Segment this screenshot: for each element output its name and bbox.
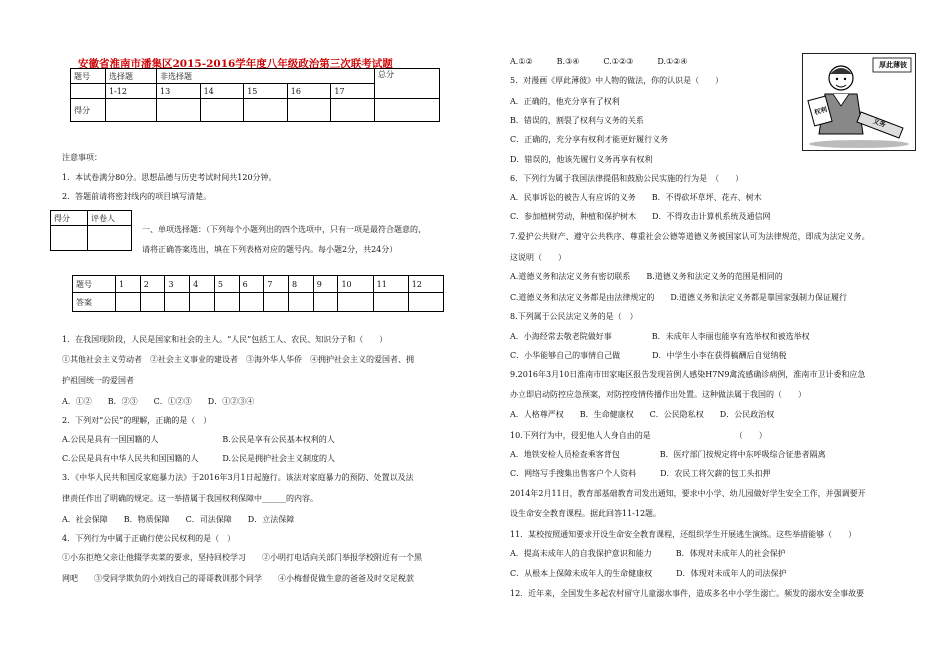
answer-num: 8 xyxy=(289,276,314,293)
right-line: 8.下列属于公民法定义务的是（ ） xyxy=(510,312,638,321)
grader-defen: 得分 xyxy=(51,211,88,226)
score-cell[interactable] xyxy=(331,99,375,122)
right-line: C．小华能够自己的事情自己做 D．中学生小李在获得稿酬后自觉纳税 xyxy=(510,351,787,360)
right-line: 办立即启动防控应急预案，对防控疫情传播作出处置。这种做法属于我国的（ ） xyxy=(510,390,806,399)
right-line: A．小海经常去敬老院做好事 B．未成年人李丽也能享有选举权和被选举权 xyxy=(510,332,810,341)
score-col-6: 17 xyxy=(331,84,375,99)
answer-num: 10 xyxy=(338,276,373,293)
score-col-2: 13 xyxy=(157,84,201,99)
answer-cell[interactable] xyxy=(165,293,190,312)
left-line: 2．下列对“公民”的理解，正确的是（ ） xyxy=(62,416,212,425)
left-column xyxy=(54,0,472,658)
score-h-feixuanze: 非选择题 xyxy=(157,69,375,84)
left-line: 3．《中华人民共和国反家庭暴力法》于2016年3月1日起施行。该法对家庭暴力的预防、处置以及法 xyxy=(62,473,414,482)
answer-h-daan: 答案 xyxy=(73,293,116,312)
right-line: 10.下列行为中，侵犯他人人身自由的是 （ ） xyxy=(510,431,767,440)
left-line: ①小东拒绝父亲让他辍学卖菜的要求，坚持回校学习 ②小明打电话向关部门举报学校附近有一个黑 xyxy=(62,553,422,562)
answer-cell[interactable] xyxy=(264,293,289,312)
right-line: A．正确的，他充分享有了权利 xyxy=(510,97,620,106)
grader-cell[interactable] xyxy=(88,226,132,251)
answer-num: 7 xyxy=(264,276,289,293)
left-line: A.公民是具有一国国籍的人 B.公民是享有公民基本权利的人 xyxy=(62,435,335,444)
answer-cell[interactable] xyxy=(373,293,408,312)
answer-num: 9 xyxy=(313,276,338,293)
cartoon-word-duties: 义务 xyxy=(871,116,887,129)
left-line: ①其他社会主义劳动者 ②社会主义事业的建设者 ③海外华人华侨 ④拥护社会主义的爱国者、拥 xyxy=(62,355,414,364)
right-line: 12．近年来，全国发生多起农村留守儿童溺水事件，造成多名中小学生溺亡。频发的溺水安全事故要 xyxy=(510,589,865,598)
grader-pingjuanren: 评卷人 xyxy=(88,211,132,226)
score-col-4: 15 xyxy=(244,84,288,99)
right-line: 2014年2月11日，教育部基础教育司发出通知，要求中小学、幼儿园做好学生安全工作，并强调要开 xyxy=(510,489,866,498)
answer-cell[interactable] xyxy=(313,293,338,312)
answer-num: 6 xyxy=(239,276,264,293)
left-line: 4．下列行为中属于正确行使公民权利的是（ ） xyxy=(62,534,236,543)
score-h-xuanze: 选择题 xyxy=(106,69,157,84)
answer-num: 5 xyxy=(214,276,239,293)
left-line: 律责任作出了明确的规定。这一举措属于我国权利保障中______的内容。 xyxy=(62,494,318,503)
answer-cell[interactable] xyxy=(289,293,314,312)
right-line: C.道德义务和法定义务都是由法律规定的 D.道德义务和法定义务都是靠国家强制力保证履行 xyxy=(510,293,848,302)
answer-h-tihao: 题号 xyxy=(73,276,116,293)
right-line: 9.2016年3月10日淮南市田家庵区报告发现首例人感染H7N9禽流感确诊病例，淮南市卫计委和应急 xyxy=(510,370,866,379)
grader-cell[interactable] xyxy=(51,226,88,251)
right-line: A．人格尊严权 B．生命健康权 C．公民隐私权 D．公民政治权 xyxy=(510,410,775,419)
answer-num: 4 xyxy=(190,276,215,293)
right-line: 6．下列行为属于我国法律提倡和鼓励公民实施的行为是 （ ） xyxy=(510,174,744,183)
score-cell[interactable] xyxy=(157,99,201,122)
left-line: A．社会保障 B．物质保障 C．司法保障 D．立法保障 xyxy=(62,515,295,524)
cartoon-houcibaobi xyxy=(802,53,916,151)
score-table xyxy=(70,68,440,122)
right-line: B．错误的，割裂了权利与义务的关系 xyxy=(510,116,644,125)
score-row-defen: 得分 xyxy=(71,99,106,122)
right-line: A．提高未成年人的自我保护意识和能力 B．体现对未成年人的社会保护 xyxy=(510,549,786,558)
score-cell[interactable] xyxy=(200,99,244,122)
cartoon-word-rights: 权利 xyxy=(813,105,828,117)
score-cell[interactable] xyxy=(287,99,331,122)
notes-heading: 注意事项： xyxy=(62,153,102,162)
right-line: C．从根本上保障未成年人的生命健康权 D．体现对未成年人的司法保护 xyxy=(510,569,787,578)
right-line: C．网络写手搜集出售客户个人资料 D．农民工将欠薪的包工头扣押 xyxy=(510,469,771,478)
right-line: A．地铁安检人员检查乘客背包 B．医疗部门按规定将中东呼吸综合征患者隔离 xyxy=(510,450,826,459)
score-col-5: 16 xyxy=(287,84,331,99)
answer-num: 2 xyxy=(140,276,165,293)
left-line: A．①② B．②③ C．①②③ D．①②③④ xyxy=(62,397,255,406)
answer-num: 1 xyxy=(116,276,141,293)
answer-cell[interactable] xyxy=(408,293,443,312)
answer-num: 12 xyxy=(408,276,443,293)
right-line: C．参加植树劳动，种植和保护树木 D．不得攻击计算机系统及通信网 xyxy=(510,212,771,221)
answer-cell[interactable] xyxy=(190,293,215,312)
answer-cell[interactable] xyxy=(338,293,373,312)
page-title: 安徽省淮南市潘集区2015-2016学年度八年级政治第三次联考试题 xyxy=(78,58,393,70)
right-line: A．民事诉讼的被告人有应诉的义务 B．不得砍坏草坪、花卉、树木 xyxy=(510,193,762,202)
section1-line2: 请将正确答案选出，填在下列表格对应的题号内。每小题2分，共24分） xyxy=(142,245,398,254)
cartoon-caption: 厚此薄彼 xyxy=(879,60,907,69)
left-line: C.公民是具有中华人民共和国国籍的人 D.公民是拥护社会主义制度的人 xyxy=(62,454,336,463)
answer-cell[interactable] xyxy=(140,293,165,312)
right-line: D．错误的，他该先履行义务再享有权利 xyxy=(510,155,653,164)
answer-cell[interactable] xyxy=(239,293,264,312)
right-line: A.道德义务和法定义务有密切联系 B.道德义务和法定义务的范围是相同的 xyxy=(510,272,783,281)
note-2: 2．答题前请将密封线内的项目填写清楚。 xyxy=(62,192,212,201)
score-col-1: 1-12 xyxy=(106,84,157,99)
right-line: A.①② B.③④ C.①②③ D.①②④ xyxy=(510,57,688,66)
right-line: 设生命安全教育课程。据此回答11-12题。 xyxy=(510,509,662,518)
right-line: 5．对漫画《厚此薄彼》中人物的做法，你的认识是（ ） xyxy=(510,76,724,85)
score-h-zongfen: 总分 xyxy=(375,69,440,99)
left-line: 1．在我国现阶段，人民是国家和社会的主人。“人民”包括工人、农民、知识分子和（ ） xyxy=(62,335,388,344)
left-line: 护祖国统一的爱国者 xyxy=(62,376,134,385)
section1-line1: 一、单项选择题：（下列每个小题列出的四个选项中，只有一项是最符合题意的， xyxy=(142,225,426,234)
left-line: 网吧 ③受同学欺负的小刘找自己的哥哥教训那个同学 ④小梅督促做生意的爸爸及时交足税款 xyxy=(62,574,414,583)
score-h-tihao: 题号 xyxy=(71,69,106,84)
score-cell[interactable] xyxy=(106,99,157,122)
answer-cell[interactable] xyxy=(116,293,141,312)
right-line: 这说明（ ） xyxy=(510,253,566,262)
score-cell[interactable] xyxy=(244,99,288,122)
right-line: 7.爱护公共财产、遵守公共秩序、尊重社会公德等道德义务被国家认可为法律规范，即成为法定义务。 xyxy=(510,232,870,241)
right-line: 11．某校按照通知要求开设生命安全教育课程，还组织学生开展逃生演练。这些举措能够（ ） xyxy=(510,530,857,539)
note-1: 1．本试卷满分80分。思想品德与历史考试时间共120分钟。 xyxy=(62,173,277,182)
answer-table xyxy=(72,275,444,312)
score-cell[interactable] xyxy=(375,99,440,122)
answer-num: 3 xyxy=(165,276,190,293)
score-col-3: 14 xyxy=(200,84,244,99)
right-line: C．正确的，充分享有权利才能更好履行义务 xyxy=(510,135,669,144)
answer-cell[interactable] xyxy=(214,293,239,312)
grader-table xyxy=(50,210,132,251)
answer-num: 11 xyxy=(373,276,408,293)
